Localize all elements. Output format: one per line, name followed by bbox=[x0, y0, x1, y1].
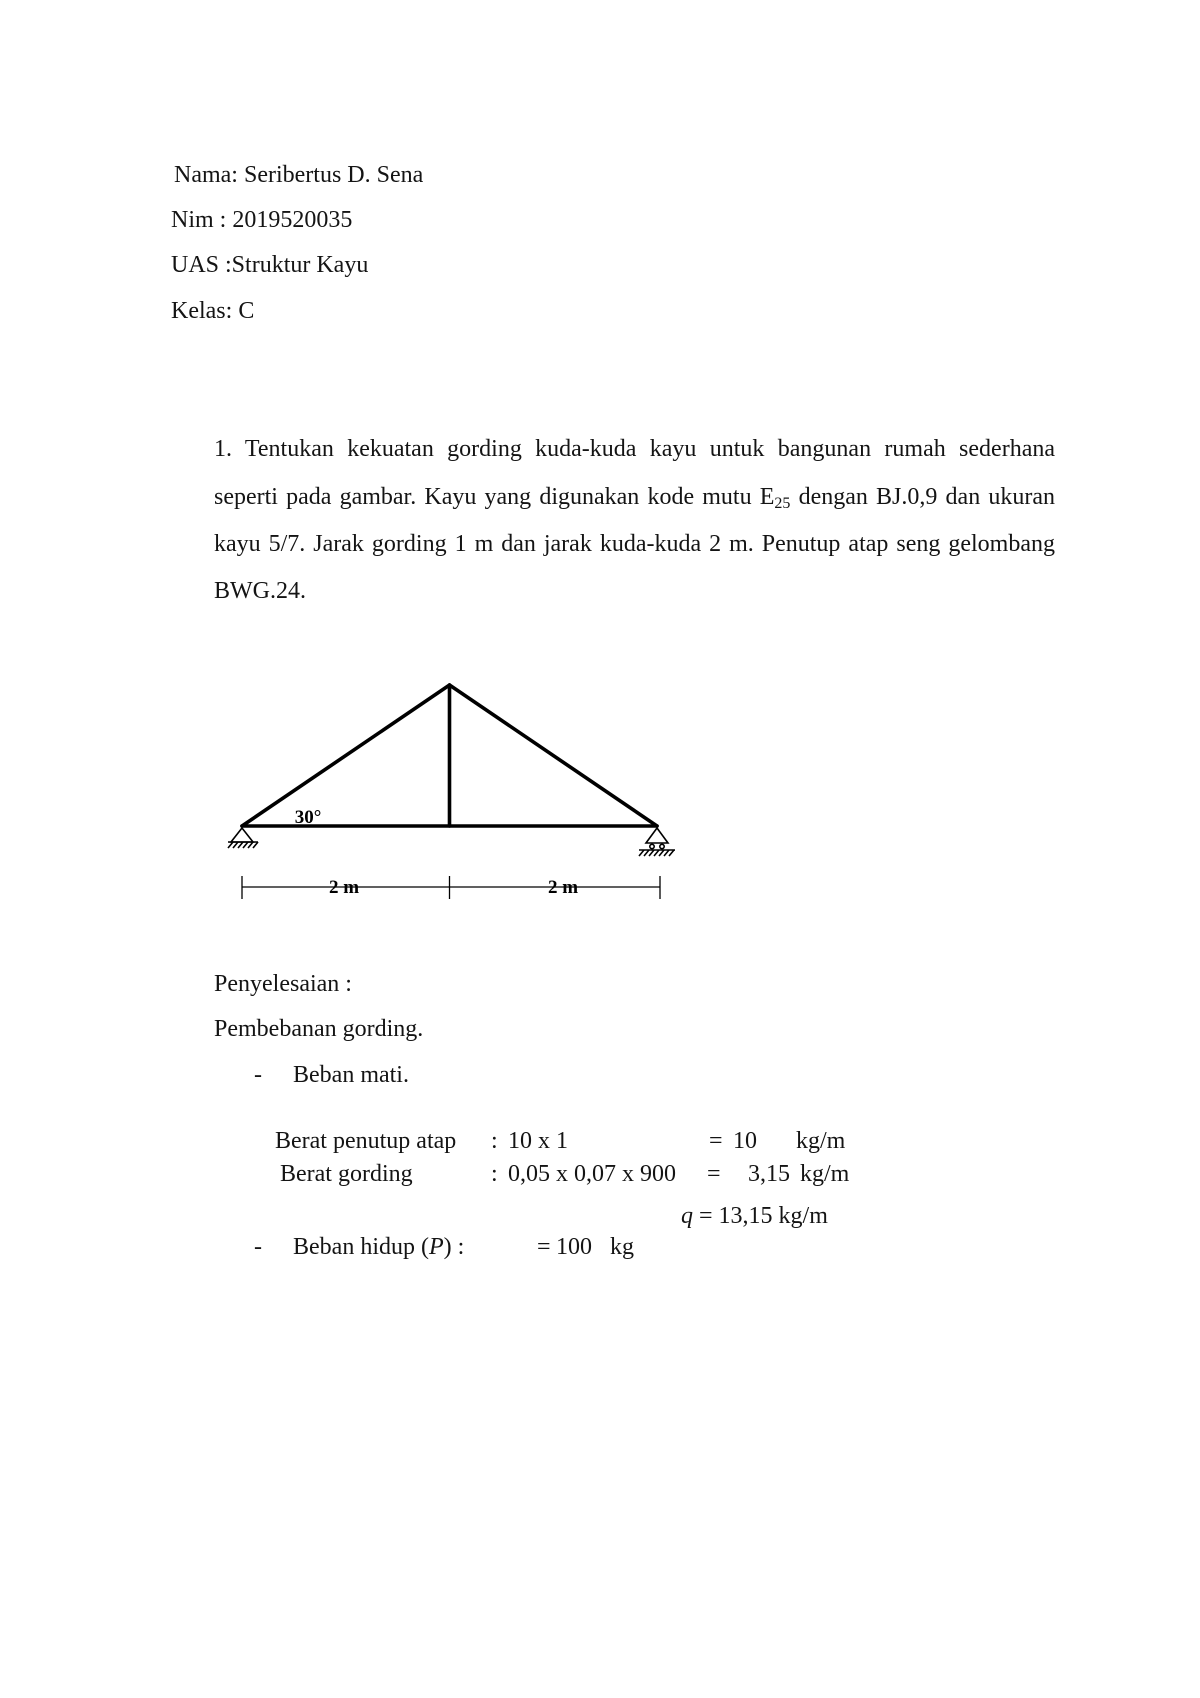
hatch-mark bbox=[659, 850, 664, 856]
roller-wheel bbox=[650, 844, 654, 848]
exam-title: UAS :Struktur Kayu bbox=[171, 252, 369, 278]
wood-grade-subscript: 25 bbox=[774, 495, 791, 512]
student-nim: Nim : 2019520035 bbox=[171, 207, 353, 233]
load-row-unit: kg/m bbox=[796, 1128, 846, 1154]
load-row-label: Berat gording bbox=[280, 1161, 413, 1187]
angle-label: 30° bbox=[294, 807, 322, 828]
load-row-label: Berat penutup atap bbox=[275, 1128, 457, 1154]
hatch-mark bbox=[654, 850, 659, 856]
roller-support-right bbox=[639, 828, 675, 856]
bullet-dash: - bbox=[254, 1062, 262, 1088]
student-name: Nama: Seribertus D. Sena bbox=[174, 162, 424, 188]
hatch-mark bbox=[669, 850, 674, 856]
hatch-mark bbox=[228, 842, 233, 848]
question-line: kayu 5/7. Jarak gording 1 m dan jarak kuda-kuda 2 m. Penutup atap seng gelombang bbox=[214, 531, 1055, 557]
hatch-mark bbox=[248, 842, 253, 848]
question-line: BWG.24. bbox=[214, 578, 306, 604]
hatch-mark bbox=[243, 842, 248, 848]
pin-support-left bbox=[228, 828, 258, 848]
support-triangle bbox=[231, 828, 253, 842]
hatch-mark bbox=[639, 850, 644, 856]
right-rafter bbox=[450, 685, 658, 826]
total-equals: = bbox=[699, 1203, 713, 1229]
truss-members bbox=[242, 685, 657, 826]
total-unit: kg/m bbox=[778, 1203, 828, 1229]
load-row-unit: kg/m bbox=[800, 1161, 850, 1187]
left-rafter bbox=[242, 685, 450, 826]
live-load-title-text: Beban hidup ( bbox=[293, 1234, 429, 1260]
span-right-label: 2 m bbox=[547, 877, 579, 898]
hatch-mark bbox=[664, 850, 669, 856]
live-load-title bbox=[293, 1232, 464, 1262]
support-triangle bbox=[646, 828, 668, 843]
load-row-separator: : bbox=[491, 1161, 498, 1187]
load-row-expression: 0,05 x 0,07 x 900 bbox=[508, 1161, 676, 1187]
class-label: Kelas: C bbox=[171, 298, 255, 324]
bullet-dash: - bbox=[254, 1234, 262, 1260]
load-row-value: 10 bbox=[733, 1128, 757, 1154]
load-row-equals: = bbox=[709, 1128, 723, 1154]
question-line bbox=[214, 482, 1055, 512]
roller-wheel bbox=[660, 844, 664, 848]
solution-subheading: Pembebanan gording. bbox=[214, 1016, 424, 1042]
live-load-title-text: ) : bbox=[443, 1234, 465, 1260]
load-row-expression: 10 x 1 bbox=[508, 1128, 568, 1154]
dead-load-total bbox=[681, 1201, 828, 1231]
dead-load-title: Beban mati. bbox=[293, 1062, 409, 1088]
question-text: seperti pada gambar. Kayu yang digunakan kode mutu E bbox=[214, 484, 775, 510]
solution-heading: Penyelesaian : bbox=[214, 971, 352, 997]
live-load-symbol: P bbox=[428, 1234, 444, 1260]
hatch-mark bbox=[238, 842, 243, 848]
hatch-mark bbox=[649, 850, 654, 856]
load-row-separator: : bbox=[491, 1128, 498, 1154]
dimension-line bbox=[242, 876, 660, 899]
live-load-value: 100 bbox=[556, 1234, 592, 1260]
span-left-label: 2 m bbox=[328, 877, 360, 898]
question-text: dengan BJ.0,9 dan ukuran bbox=[790, 484, 1055, 510]
live-load-unit: kg bbox=[610, 1234, 634, 1260]
total-value: 13,15 bbox=[718, 1203, 773, 1229]
hatch-mark bbox=[253, 842, 258, 848]
total-symbol: q bbox=[681, 1203, 693, 1229]
load-row-value: 3,15 bbox=[748, 1161, 790, 1187]
question-line: 1. Tentukan kekuatan gording kuda-kuda kayu untuk bangunan rumah sederhana bbox=[214, 436, 1055, 462]
hatch-mark bbox=[233, 842, 238, 848]
truss-diagram bbox=[200, 660, 700, 920]
hatch-mark bbox=[644, 850, 649, 856]
load-row-equals: = bbox=[707, 1161, 721, 1187]
live-load-equals: = bbox=[537, 1234, 551, 1260]
